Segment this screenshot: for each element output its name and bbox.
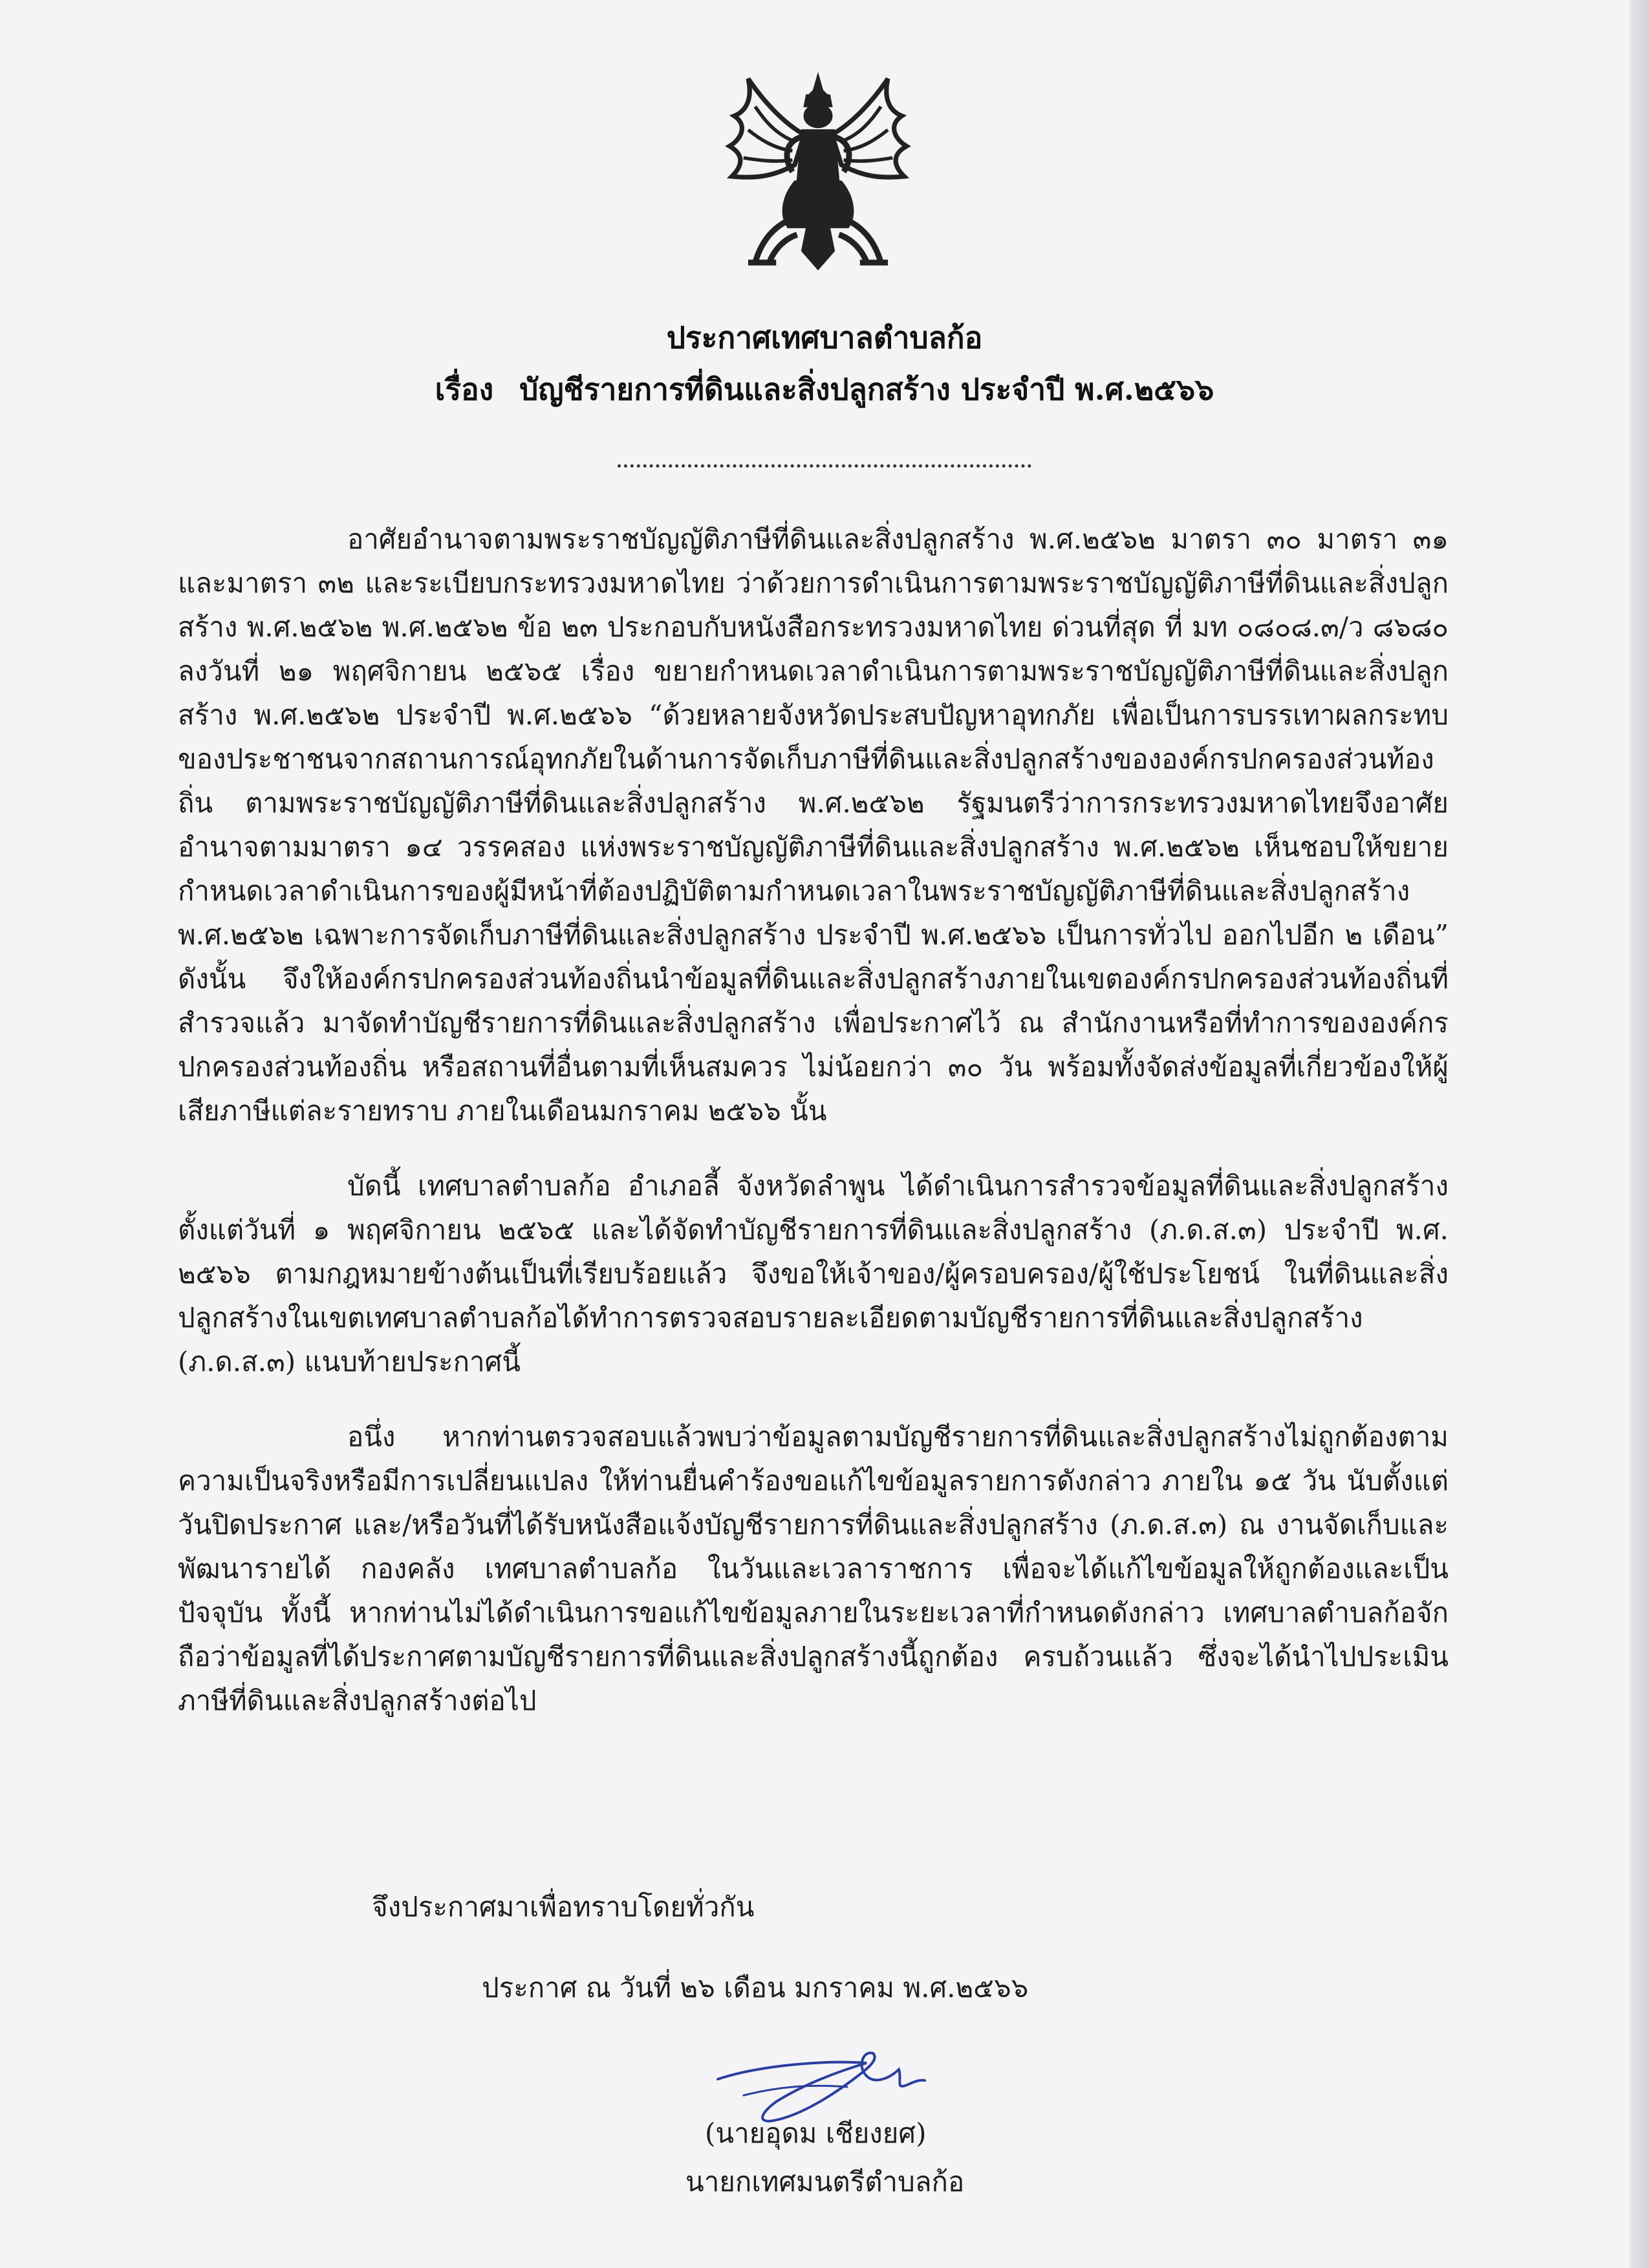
dotted-divider xyxy=(618,464,1031,468)
paragraph-survey: บัดนี้ เทศบาลตำบลก้อ อำเภอลี้ จังหวัดลำพูน ได้ดำเนินการสำรวจข้อมูลที่ดินและสิ่งปลูกสร้าง ตั้งแต่วันที่ ๑ พฤศจิกายน ๒๕๖๕ และได้จัดทำบัญชีรายการที่ดินและสิ่งปลูกสร้าง (ภ.ด.ส.๓) ประจำปี พ.ศ. ๒๕๖๖ ตามกฎหมายข้างต้นเป็นที่เรียบร้อยแล้ว จึงขอให้เจ้าของ/ผู้ครอบครอง/ผู้ใช้ประโยชน์ ในที่ดินและสิ่งปลูกสร้างในเขตเทศบาลตำบลก้อได้ทำการตรวจสอบรายละเอียดตามบัญชีรายการที่ดินและสิ่งปลูกสร้าง (ภ.ด.ส.๓) แนบท้ายประกาศนี้ xyxy=(178,1170,1449,1377)
closing-statement: จึงประกาศมาเพื่อทราบโดยทั่วกัน xyxy=(372,1891,755,1923)
signer-name: (นายอุดม เชียงยศ) xyxy=(705,2117,927,2149)
announcement-date: ประกาศ ณ วันที่ ๒๖ เดือน มกราคม พ.ศ.๒๕๖๖ xyxy=(482,1972,1029,2003)
announcement-title: ประกาศเทศบาลตำบลก้อ xyxy=(666,320,983,355)
paragraph-correction: อนึ่ง หากท่านตรวจสอบแล้วพบว่าข้อมูลตามบัญชีรายการที่ดินและสิ่งปลูกสร้างไม่ถูกต้องตามความเป็นจริงหรือมีการเปลี่ยนแปลง ให้ท่านยื่นคำร้องขอแก้ไขข้อมูลรายการดังกล่าว ภายใน ๑๕ วัน นับตั้งแต่วันปิดประกาศ และ/หรือวันที่ได้รับหนังสือแจ้งบัญชีรายการที่ดินและสิ่งปลูกสร้าง (ภ.ด.ส.๓) ณ งานจัดเก็บและพัฒนารายได้ กองคลัง เทศบาลตำบลก้อ ในวันและเวลาราชการ เพื่อจะได้แก้ไขข้อมูลให้ถูกต้องและเป็นปัจจุบัน ทั้งนี้ หากท่านไม่ได้ดำเนินการขอแก้ไขข้อมูลภายในระยะเวลาที่กำหนดดังกล่าว เทศบาลตำบลก้อจักถือว่าข้อมูลที่ได้ประกาศตามบัญชีรายการที่ดินและสิ่งปลูกสร้างนี้ถูกต้อง ครบถ้วนแล้ว ซึ่งจะได้นำไปประเมินภาษีที่ดินและสิ่งปลูกสร้างต่อไป xyxy=(178,1421,1449,1716)
announcement-subject xyxy=(0,369,1649,410)
signer-title: นายกเทศมนตรีตำบลก้อ xyxy=(685,2166,965,2198)
subject-label: เรื่อง xyxy=(435,372,494,407)
subject-text: บัญชีรายการที่ดินและสิ่งปลูกสร้าง ประจำปี พ.ศ.๒๕๖๖ xyxy=(519,372,1214,407)
garuda-emblem-icon xyxy=(702,65,934,297)
paragraph-authority: อาศัยอำนาจตามพระราชบัญญัติภาษีที่ดินและสิ่งปลูกสร้าง พ.ศ.๒๕๖๒ มาตรา ๓๐ มาตรา ๓๑ และมาตรา ๓๒ และระเบียบกระทรวงมหาดไทย ว่าด้วยการดำเนินการตามพระราชบัญญัติภาษีที่ดินและสิ่งปลูกสร้าง พ.ศ.๒๕๖๒ พ.ศ.๒๕๖๒ ข้อ ๒๓ ประกอบกับหนังสือกระทรวงมหาดไทย ด่วนที่สุด ที่ มท ๐๘๐๘.๓/ว ๘๖๘๐ ลงวันที่ ๒๑ พฤศจิกายน ๒๕๖๕ เรื่อง ขยายกำหนดเวลาดำเนินการตามพระราชบัญญัติภาษีที่ดินและสิ่งปลูกสร้าง พ.ศ.๒๕๖๒ ประจำปี พ.ศ.๒๕๖๖ “ด้วยหลายจังหวัดประสบปัญหาอุทกภัย เพื่อเป็นการบรรเทาผลกระทบของประชาชนจากสถานการณ์อุทกภัยในด้านการจัดเก็บภาษีที่ดินและสิ่งปลูกสร้างขององค์กรปกครองส่วนท้องถิ่น ตามพระราชบัญญัติภาษีที่ดินและสิ่งปลูกสร้าง พ.ศ.๒๕๖๒ รัฐมนตรีว่าการกระทรวงมหาดไทยจึงอาศัยอำนาจตามมาตรา ๑๔ วรรคสอง แห่งพระราชบัญญัติภาษีที่ดินและสิ่งปลูกสร้าง พ.ศ.๒๕๖๒ เห็นชอบให้ขยายกำหนดเวลาดำเนินการของผู้มีหน้าที่ต้องปฏิบัติตามกำหนดเวลาในพระราชบัญญัติภาษีที่ดินและสิ่งปลูกสร้าง พ.ศ.๒๕๖๒ เฉพาะการจัดเก็บภาษีที่ดินและสิ่งปลูกสร้าง ประจำปี พ.ศ.๒๕๖๖ เป็นการทั่วไป ออกไปอีก ๒ เดือน” ดังนั้น จึงให้องค์กรปกครองส่วนท้องถิ่นนำข้อมูลที่ดินและสิ่งปลูกสร้างภายในเขตองค์กรปกครองส่วนท้องถิ่นที่สำรวจแล้ว มาจัดทำบัญชีรายการที่ดินและสิ่งปลูกสร้าง เพื่อประกาศไว้ ณ สำนักงานหรือที่ทำการขององค์กรปกครองส่วนท้องถิ่น หรือสถานที่อื่นตามที่เห็นสมควร ไม่น้อยกว่า ๓๐ วัน พร้อมทั้งจัดส่งข้อมูลที่เกี่ยวข้องให้ผู้เสียภาษีแต่ละรายทราบ ภายในเดือนมกราคม ๒๕๖๖ นั้น xyxy=(178,523,1449,1127)
announcement-body xyxy=(178,517,1449,1754)
